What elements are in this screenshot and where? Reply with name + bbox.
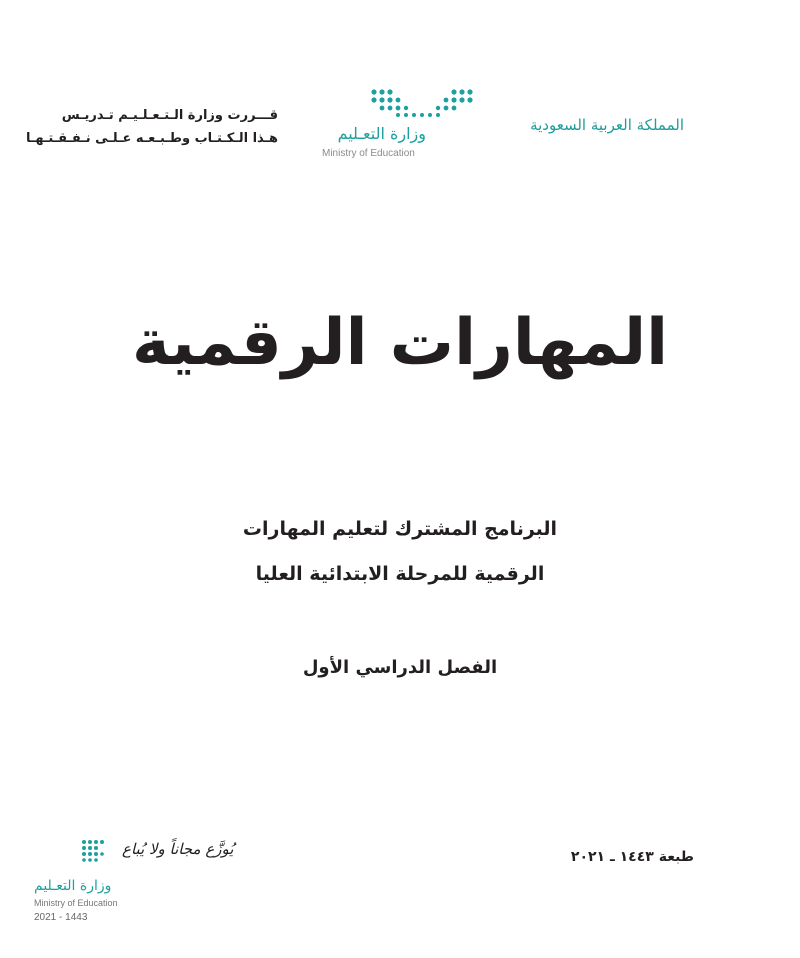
approval-note: [26, 104, 278, 150]
subtitle-line-1: البرنامج المشترك لتعليم المهارات: [242, 518, 558, 540]
subtitle-line-2: الرقمية للمرحلة الابتدائية العليا: [255, 563, 545, 585]
footer-ministry-english: Ministry of Education: [34, 898, 118, 908]
semester-label: الفصل الدراسي الأول: [302, 657, 498, 678]
book-title: المهارات الرقمية: [131, 306, 669, 380]
free-distribution-note: يُوزَّع مجاناً ولا يُباع: [122, 840, 234, 858]
approval-line-2: هـذا الـكـتـاب وطـبـعـه عـلـى نـفـقـتـهـا: [26, 131, 278, 146]
footer-years: 2021 - 1443: [34, 912, 88, 923]
footer-ministry-arabic: وزارة التعـليم: [34, 878, 112, 894]
ministry-logo-english: Ministry of Education: [322, 148, 415, 159]
footer-dots-icon: [80, 838, 124, 868]
footer-ministry-logo: [32, 838, 234, 928]
ministry-logo-arabic: وزارة التعـليم: [337, 124, 426, 143]
approval-line-1: قـــررت وزارة الـتـعـلـيـم تـدريـس: [61, 108, 278, 123]
ministry-logo: [318, 84, 478, 164]
ministry-dots-icon: [368, 86, 478, 122]
kingdom-name: المملكة العربية السعودية: [530, 116, 684, 134]
edition-label: طبعة ١٤٤٣ ـ ٢٠٢١: [570, 849, 694, 865]
